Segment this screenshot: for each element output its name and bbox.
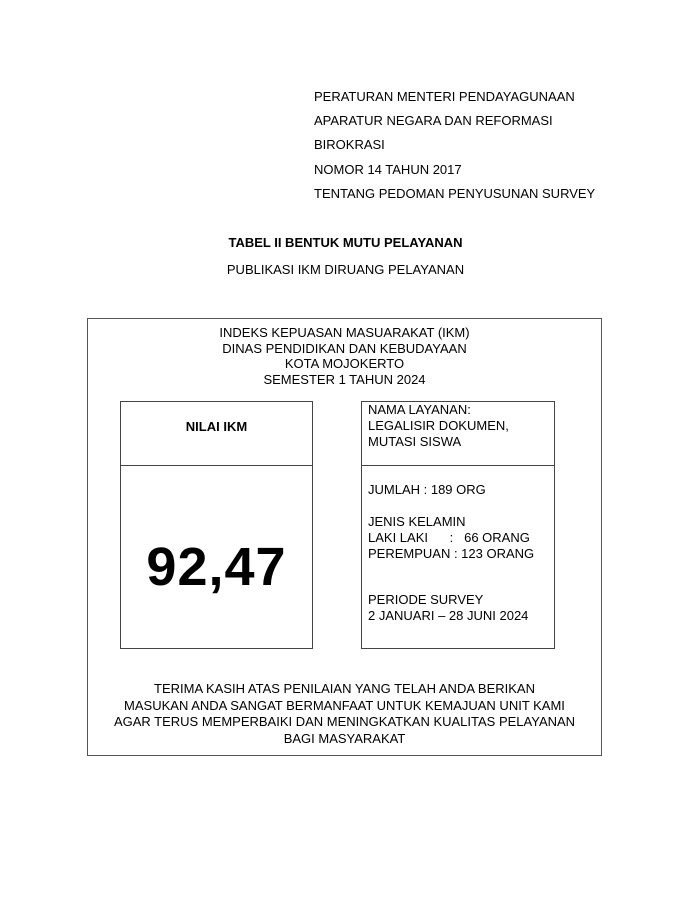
thank-you-message [88, 681, 601, 747]
service-name-line: LEGALISIR DOKUMEN, [368, 418, 509, 433]
divider [362, 465, 554, 466]
survey-period-range: 2 JANUARI – 28 JUNI 2024 [368, 608, 529, 623]
survey-period-heading: PERIODE SURVEY [368, 592, 484, 607]
footer-line: AGAR TERUS MEMPERBAIKI DAN MENINGKATKAN KUALITAS PELAYANAN [113, 714, 576, 729]
table-title: TABEL II BENTUK MUTU PELAYANAN [228, 235, 463, 250]
footer-line: TERIMA KASIH ATAS PENILAIAN YANG TELAH ANDA BERIKAN [154, 681, 535, 696]
box-heading-line: KOTA MOJOKERTO [284, 356, 405, 371]
footer-line: BAGI MASYARAKAT [283, 730, 406, 746]
nilai-ikm-label: NILAI IKM [185, 419, 248, 434]
header-line: APARATUR NEGARA DAN REFORMASI [314, 113, 553, 129]
service-name-line: MUTASI SISWA [368, 434, 462, 449]
service-info-box [361, 401, 555, 649]
box-heading-line: INDEKS KEPUASAN MASUARAKAT (IKM) [219, 325, 470, 340]
gender-heading: JENIS KELAMIN [368, 514, 466, 529]
gender-block [368, 514, 534, 562]
gender-female: PEREMPUAN : 123 ORANG [368, 546, 535, 561]
header-line: TENTANG PEDOMAN PENYUSUNAN SURVEY [314, 185, 596, 201]
regulation-header [314, 85, 595, 206]
survey-period-block [368, 592, 528, 624]
box-heading-line: SEMESTER 1 TAHUN 2024 [263, 371, 426, 387]
box-heading-line: DINAS PENDIDIKAN DAN KEBUDAYAAN [222, 340, 467, 356]
nilai-ikm-value: 92,47 [146, 537, 287, 597]
header-line: PERATURAN MENTERI PENDAYAGUNAAN [314, 89, 575, 104]
table-subtitle: PUBLIKASI IKM DIRUANG PELAYANAN [226, 262, 465, 277]
ikm-publication-box [87, 318, 602, 756]
service-name-line: NAMA LAYANAN: [368, 402, 471, 417]
header-line: BIROKRASI [314, 137, 385, 153]
nilai-ikm-box [120, 401, 313, 649]
footer-line: MASUKAN ANDA SANGAT BERMANFAAT UNTUK KEMAJUAN UNIT KAMI [124, 697, 565, 713]
header-line: NOMOR 14 TAHUN 2017 [314, 161, 462, 177]
box-heading [88, 325, 601, 387]
service-name-block [368, 402, 509, 450]
divider [121, 465, 312, 466]
gender-male: LAKI LAKI : 66 ORANG [368, 530, 530, 545]
respondent-count: JUMLAH : 189 ORG [368, 482, 486, 497]
